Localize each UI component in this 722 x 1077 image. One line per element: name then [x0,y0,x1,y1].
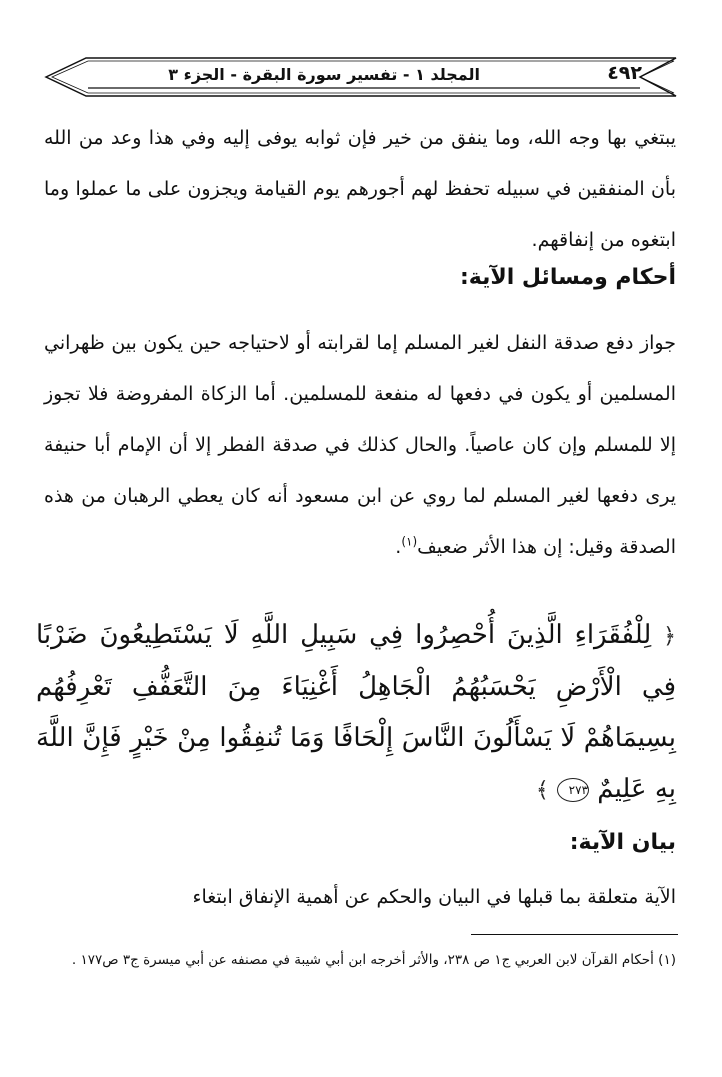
rulings-heading: أحكام ومسائل الآية: [459,265,676,290]
footnote-reference: (١) [401,534,418,549]
rulings-paragraph [44,318,676,573]
rulings-end: . [395,536,402,558]
verse-close-bracket: ﴾ [535,778,549,803]
ayah-number-marker: ٢٧٣ [557,778,589,802]
explanation-paragraph: الآية متعلقة بما قبلها في البيان والحكم عن أهمية الإنفاق ابتغاء [192,886,676,908]
quran-verse [36,610,676,816]
footnote: (١) أحكام القرآن لابن العربي ج١ ص ٢٣٨، والأثر أخرجه ابن أبي شيبة في مصنفه عن أبي ميسرة ج٣ ص١٧٧ . [71,952,676,968]
explanation-heading: بيان الآية: [569,830,676,855]
footnote-separator [471,934,678,935]
page-number: ٤٩٢ [607,62,642,84]
rulings-text: جواز دفع صدقة النفل لغير المسلم إما لقرابته أو لاحتياجه حين يكون بين ظهراني المسلمين أو يكون في دفعها له منفعة للمسلمين. أما الزكاة المفروضة فلا تجوز إلا للمسلم وإن كان عاصياً. والحال كذلك في صدقة الفطر إلا أن الإمام أبا حنيفة يرى دفعها لغير المسلم لما روي عن ابن مسعود أنه كان يعطي الرهبان من هذه الصدقة وقيل: إن هذا الأثر ضعيف [44,332,676,558]
running-title: المجلد ١ - تفسير سورة البقرة - الجزء ٣ [168,65,480,84]
intro-paragraph: يبتغي بها وجه الله، وما ينفق من خير فإن ثوابه يوفى إليه وفي هذا وعد من الله بأن المنفقين في سبيله تحفظ لهم أجورهم يوم القيامة ويجزون على ما عملوا وما ابتغوه من إنفاقهم. [44,127,676,251]
verse-open-bracket: ﴿ [663,624,677,649]
running-header [0,52,722,102]
verse-text: لِلْفُقَرَاءِ الَّذِينَ أُحْصِرُوا فِي سَبِيلِ اللَّهِ لَا يَسْتَطِيعُونَ ضَرْبًا فِي الْأَرْضِ يَحْسَبُهُمُ الْجَاهِلُ أَغْنِيَاءَ مِنَ التَّعَفُّفِ تَعْرِفُهُم بِسِيمَاهُمْ لَا يَسْأَلُونَ النَّاسَ إِلْحَافًا وَمَا تُنفِقُوا مِنْ خَيْرٍ فَإِنَّ اللَّهَ بِهِ عَلِيمٌ [36,620,676,804]
